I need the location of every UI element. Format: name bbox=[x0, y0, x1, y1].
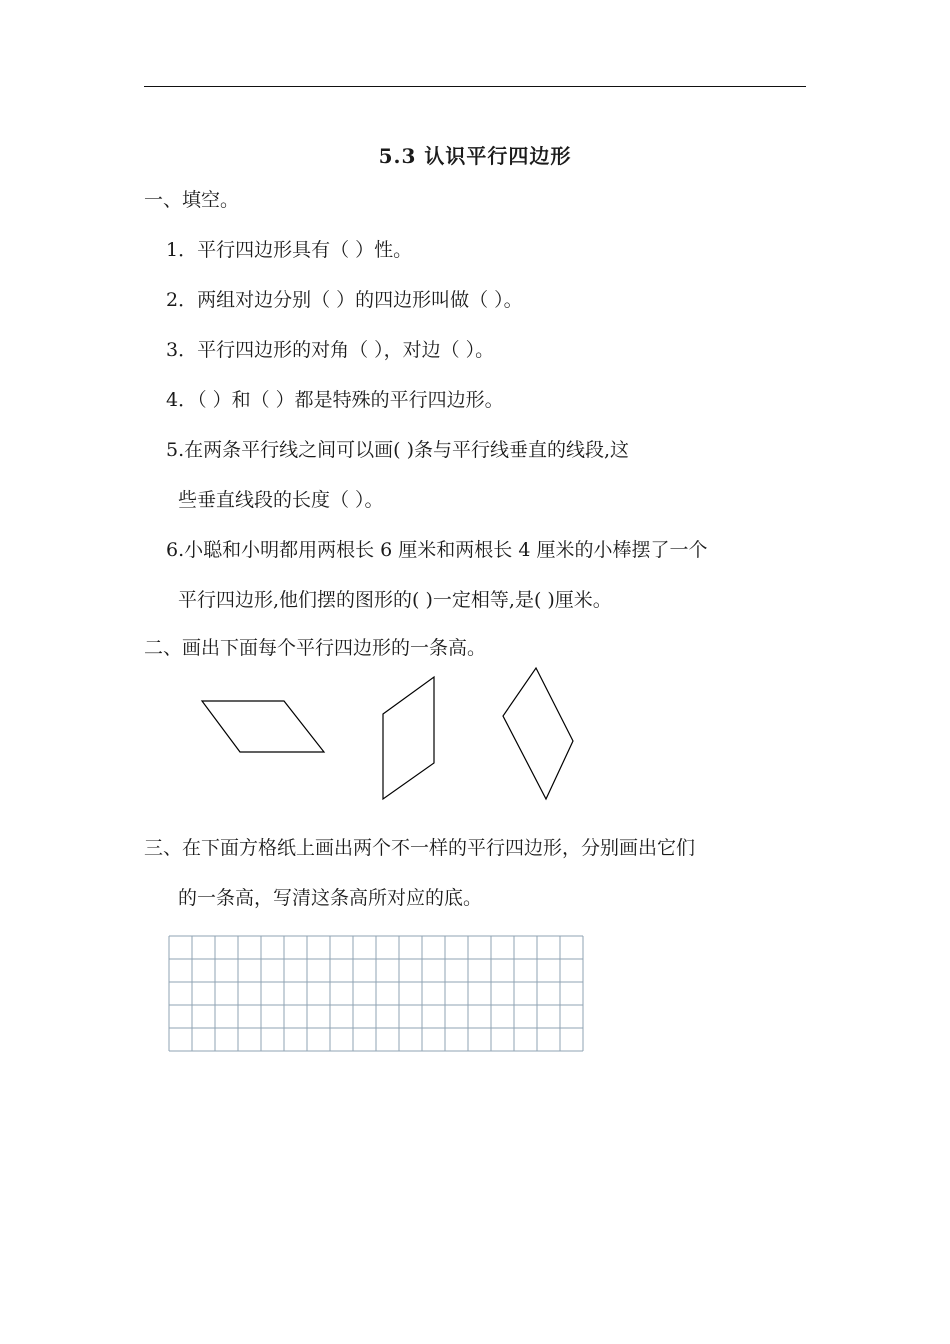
parallelogram-2 bbox=[383, 677, 434, 799]
section-3-heading-continued: 的一条高，写清这条高所对应的底。 bbox=[178, 887, 483, 909]
question-2: 2．两组对边分别（ ）的四边形叫做（ ）。 bbox=[166, 289, 523, 311]
question-4: 4．（ ）和（ ）都是特殊的平行四边形。 bbox=[166, 389, 504, 411]
question-3: 3．平行四边形的对角（ ），对边（ ）。 bbox=[166, 339, 495, 361]
square-grid-paper[interactable] bbox=[168, 935, 586, 1055]
section-2-heading: 二、画出下面每个平行四边形的一条高。 bbox=[144, 637, 487, 659]
section-1-heading: 一、填空。 bbox=[144, 189, 240, 211]
question-1: 1．平行四边形具有（ ）性。 bbox=[166, 239, 413, 261]
question-6-continued: 平行四边形,他们摆的图形的( )一定相等,是( )厘米。 bbox=[178, 589, 612, 611]
question-5-continued: 些垂直线段的长度（ ）。 bbox=[178, 489, 384, 511]
section-3-heading: 三、在下面方格纸上画出两个不一样的平行四边形，分别画出它们 bbox=[144, 837, 696, 859]
page-title: 5.3 认识平行四边形 bbox=[378, 144, 572, 168]
rhombus-3 bbox=[503, 668, 573, 799]
parallelogram-1 bbox=[202, 701, 324, 752]
question-6: 6.小聪和小明都用两根长 6 厘米和两根长 4 厘米的小棒摆了一个 bbox=[166, 539, 708, 561]
question-5: 5.在两条平行线之间可以画( )条与平行线垂直的线段,这 bbox=[166, 439, 630, 461]
